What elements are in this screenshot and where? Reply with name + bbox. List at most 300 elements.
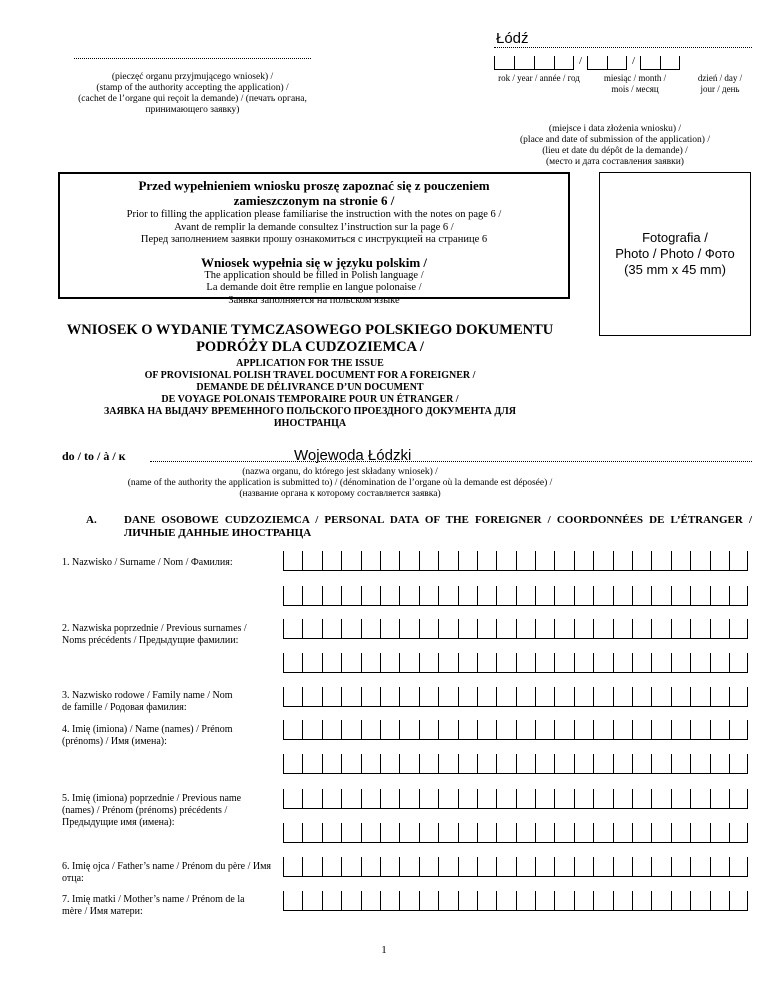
char-box[interactable] — [458, 586, 477, 606]
char-box[interactable] — [651, 754, 670, 774]
char-box[interactable] — [302, 823, 321, 843]
char-box[interactable] — [535, 754, 554, 774]
char-box[interactable] — [535, 687, 554, 707]
char-box[interactable] — [419, 857, 438, 877]
char-box[interactable] — [438, 720, 457, 740]
char-box[interactable] — [477, 586, 496, 606]
char-box[interactable] — [554, 891, 573, 911]
char-box[interactable] — [729, 857, 748, 877]
char-box[interactable] — [671, 586, 690, 606]
char-box[interactable] — [438, 653, 457, 673]
char-box[interactable] — [283, 551, 302, 571]
char-box[interactable] — [477, 720, 496, 740]
char-box[interactable] — [729, 891, 748, 911]
char-box[interactable] — [535, 891, 554, 911]
char-box[interactable] — [341, 586, 360, 606]
char-box[interactable] — [535, 551, 554, 571]
family-name-label: 3. Nazwisko rodowe / Family name / Nom de famille / Родовая фамилия: — [62, 690, 233, 713]
language-notice-ru: Заявка заполняется на польском языке — [228, 294, 400, 306]
char-box[interactable] — [322, 720, 341, 740]
char-box[interactable] — [574, 823, 593, 843]
char-box[interactable] — [613, 551, 632, 571]
char-box[interactable] — [458, 720, 477, 740]
char-box[interactable] — [574, 551, 593, 571]
char-box[interactable] — [477, 619, 496, 639]
char-box[interactable] — [671, 823, 690, 843]
char-box[interactable] — [710, 551, 729, 571]
char-box[interactable] — [361, 857, 380, 877]
char-box[interactable] — [632, 789, 651, 809]
char-box[interactable] — [496, 789, 515, 809]
char-box[interactable] — [341, 789, 360, 809]
char-box[interactable] — [496, 891, 515, 911]
char-box[interactable] — [458, 653, 477, 673]
char-box[interactable] — [554, 789, 573, 809]
char-box[interactable] — [438, 857, 457, 877]
char-box[interactable] — [458, 891, 477, 911]
char-box[interactable] — [496, 653, 515, 673]
char-box[interactable] — [651, 720, 670, 740]
char-box[interactable] — [399, 891, 418, 911]
char-box[interactable] — [399, 823, 418, 843]
char-box[interactable] — [380, 687, 399, 707]
char-box[interactable] — [729, 823, 748, 843]
char-box[interactable] — [671, 687, 690, 707]
char-box[interactable] — [535, 653, 554, 673]
char-box[interactable] — [516, 720, 535, 740]
date-grid[interactable] — [494, 54, 752, 70]
char-box[interactable] — [477, 823, 496, 843]
char-box[interactable] — [710, 619, 729, 639]
section-a-letter: A. — [86, 514, 97, 526]
char-box[interactable] — [399, 789, 418, 809]
char-box[interactable] — [554, 687, 573, 707]
previous-first-names-input-row-1[interactable] — [283, 789, 748, 809]
char-box[interactable] — [419, 653, 438, 673]
char-box[interactable] — [477, 653, 496, 673]
char-box[interactable] — [651, 586, 670, 606]
char-box[interactable] — [516, 586, 535, 606]
char-box[interactable] — [380, 619, 399, 639]
char-box[interactable] — [302, 754, 321, 774]
char-box[interactable] — [322, 857, 341, 877]
char-box[interactable] — [419, 551, 438, 571]
char-box[interactable] — [283, 823, 302, 843]
char-box[interactable] — [690, 586, 709, 606]
stamp-line — [74, 58, 311, 59]
char-box[interactable] — [632, 653, 651, 673]
char-box[interactable] — [593, 891, 612, 911]
surname-input-row-2[interactable] — [283, 586, 748, 606]
char-box[interactable] — [651, 551, 670, 571]
char-box[interactable] — [438, 891, 457, 911]
char-box[interactable] — [322, 823, 341, 843]
char-box[interactable] — [399, 687, 418, 707]
char-box[interactable] — [632, 891, 651, 911]
char-box[interactable] — [361, 619, 380, 639]
char-box[interactable] — [710, 891, 729, 911]
char-box[interactable] — [632, 720, 651, 740]
char-box[interactable] — [671, 720, 690, 740]
char-box[interactable] — [613, 754, 632, 774]
char-box[interactable] — [613, 619, 632, 639]
char-box[interactable] — [516, 857, 535, 877]
char-box[interactable] — [535, 789, 554, 809]
char-box[interactable] — [496, 551, 515, 571]
char-box[interactable] — [690, 754, 709, 774]
char-box[interactable] — [458, 754, 477, 774]
char-box[interactable] — [419, 754, 438, 774]
char-box[interactable] — [380, 823, 399, 843]
char-box[interactable] — [380, 891, 399, 911]
char-box[interactable] — [361, 720, 380, 740]
char-box[interactable] — [283, 857, 302, 877]
fathers-name-input[interactable] — [283, 857, 748, 877]
char-box[interactable] — [438, 586, 457, 606]
char-box[interactable] — [690, 857, 709, 877]
char-box[interactable] — [593, 789, 612, 809]
language-notice-title: Wniosek wypełnia się w języku polskim / — [200, 254, 428, 270]
char-box[interactable] — [574, 653, 593, 673]
char-box[interactable] — [613, 823, 632, 843]
char-box[interactable] — [710, 586, 729, 606]
char-box[interactable] — [593, 823, 612, 843]
char-box[interactable] — [302, 789, 321, 809]
char-box[interactable] — [729, 551, 748, 571]
char-box[interactable] — [593, 619, 612, 639]
photo-placeholder[interactable] — [599, 172, 751, 336]
char-box[interactable] — [671, 754, 690, 774]
notice-en: Prior to filling the application please familiarise the instruction with the notes on page 6 / — [126, 209, 502, 220]
char-box[interactable] — [554, 586, 573, 606]
char-box[interactable] — [399, 619, 418, 639]
char-box[interactable] — [380, 653, 399, 673]
char-box[interactable] — [671, 619, 690, 639]
char-box[interactable] — [322, 619, 341, 639]
char-box[interactable] — [322, 789, 341, 809]
char-box[interactable] — [729, 586, 748, 606]
char-box[interactable] — [613, 720, 632, 740]
char-box[interactable] — [361, 823, 380, 843]
char-box[interactable] — [651, 687, 670, 707]
char-box[interactable] — [516, 789, 535, 809]
char-box[interactable] — [380, 720, 399, 740]
previous-first-names-label: 5. Imię (imiona) poprzednie / Previous name (names) / Prénom (prénoms) précédents / Предыдущие имя (имена): — [62, 793, 242, 828]
char-box[interactable] — [322, 891, 341, 911]
char-box[interactable] — [651, 891, 670, 911]
char-box[interactable] — [438, 551, 457, 571]
char-box[interactable] — [283, 891, 302, 911]
char-box[interactable] — [399, 653, 418, 673]
char-box[interactable] — [302, 687, 321, 707]
char-box[interactable] — [574, 619, 593, 639]
char-box[interactable] — [593, 586, 612, 606]
char-box[interactable] — [322, 586, 341, 606]
char-box[interactable] — [302, 551, 321, 571]
char-box[interactable] — [671, 789, 690, 809]
char-box[interactable] — [613, 653, 632, 673]
char-box[interactable] — [516, 619, 535, 639]
page-number: 1 — [381, 944, 387, 956]
char-box[interactable] — [710, 653, 729, 673]
char-box[interactable] — [535, 619, 554, 639]
char-box[interactable] — [361, 891, 380, 911]
char-box[interactable] — [632, 857, 651, 877]
char-box[interactable] — [361, 754, 380, 774]
surname-input-row-1[interactable] — [283, 551, 748, 571]
char-box[interactable] — [419, 823, 438, 843]
char-box[interactable] — [302, 653, 321, 673]
char-box[interactable] — [574, 857, 593, 877]
char-box[interactable] — [419, 720, 438, 740]
char-box[interactable] — [593, 653, 612, 673]
char-box[interactable] — [690, 823, 709, 843]
char-box[interactable] — [690, 619, 709, 639]
char-box[interactable] — [322, 754, 341, 774]
char-box[interactable] — [399, 857, 418, 877]
char-box[interactable] — [593, 687, 612, 707]
char-box[interactable] — [729, 754, 748, 774]
char-box[interactable] — [516, 823, 535, 843]
char-box[interactable] — [554, 823, 573, 843]
char-box[interactable] — [283, 687, 302, 707]
char-box[interactable] — [438, 823, 457, 843]
char-box[interactable] — [613, 789, 632, 809]
char-box[interactable] — [690, 789, 709, 809]
char-box[interactable] — [419, 586, 438, 606]
char-box[interactable] — [496, 754, 515, 774]
char-box[interactable] — [302, 619, 321, 639]
char-box[interactable] — [690, 551, 709, 571]
section-a-title: DANE OSOBOWE CUDZOZIEMCA / PERSONAL DATA OF THE FOREIGNER / COORDONNÉES DE L’ÉTRANGER / ЛИЧНЫЕ ДАННЫЕ ИНОСТРАНЦА — [124, 514, 752, 539]
photo-size: (35 mm x 45 mm) — [624, 262, 726, 277]
char-box[interactable] — [593, 754, 612, 774]
char-box[interactable] — [554, 857, 573, 877]
char-box[interactable] — [574, 687, 593, 707]
char-box[interactable] — [729, 789, 748, 809]
notice-ru: Перед заполнением заявки прошу ознакомиться с инструкцией на странице 6 — [140, 234, 488, 245]
char-box[interactable] — [632, 619, 651, 639]
char-box[interactable] — [361, 586, 380, 606]
char-box[interactable] — [516, 551, 535, 571]
char-box[interactable] — [458, 551, 477, 571]
section-a-heading — [62, 514, 752, 540]
char-box[interactable] — [322, 687, 341, 707]
addressee-input[interactable]: Wojewoda Łódzki — [294, 447, 412, 464]
char-box[interactable] — [477, 551, 496, 571]
char-box[interactable] — [283, 653, 302, 673]
char-box[interactable] — [438, 619, 457, 639]
form-title: WNIOSEK O WYDANIE TYMCZASOWEGO POLSKIEGO DOKUMENTU PODRÓŻY DLA CUDZOZIEMCA / — [66, 322, 554, 355]
char-box[interactable] — [322, 653, 341, 673]
char-box[interactable] — [710, 823, 729, 843]
char-box[interactable] — [535, 586, 554, 606]
char-box[interactable] — [361, 687, 380, 707]
char-box[interactable] — [535, 823, 554, 843]
char-box[interactable] — [554, 754, 573, 774]
char-box[interactable] — [729, 720, 748, 740]
char-box[interactable] — [496, 857, 515, 877]
char-box[interactable] — [613, 687, 632, 707]
char-box[interactable] — [361, 653, 380, 673]
char-box[interactable] — [458, 687, 477, 707]
char-box[interactable] — [574, 720, 593, 740]
char-box[interactable] — [632, 586, 651, 606]
char-box[interactable] — [554, 720, 573, 740]
char-box[interactable] — [361, 551, 380, 571]
char-box[interactable] — [380, 754, 399, 774]
char-box[interactable] — [496, 823, 515, 843]
char-box[interactable] — [496, 720, 515, 740]
char-box[interactable] — [574, 586, 593, 606]
char-box[interactable] — [516, 687, 535, 707]
char-box[interactable] — [496, 687, 515, 707]
char-box[interactable] — [710, 857, 729, 877]
char-box[interactable] — [438, 754, 457, 774]
char-box[interactable] — [729, 653, 748, 673]
previous-surnames-input-row-1[interactable] — [283, 619, 748, 639]
char-box[interactable] — [438, 789, 457, 809]
char-box[interactable] — [361, 789, 380, 809]
stamp-caption: (pieczęć organu przyjmującego wniosek) / (stamp of the authority accepting the application) / (cachet de l’organe qui reçoit la demande) / (печать органа, принимающего заявку) — [78, 72, 307, 115]
char-box[interactable] — [651, 823, 670, 843]
char-box[interactable] — [477, 687, 496, 707]
char-box[interactable] — [690, 720, 709, 740]
char-box[interactable] — [671, 857, 690, 877]
char-box[interactable] — [438, 687, 457, 707]
char-box[interactable] — [554, 619, 573, 639]
char-box[interactable] — [574, 891, 593, 911]
char-box[interactable] — [283, 720, 302, 740]
char-box[interactable] — [477, 754, 496, 774]
char-box[interactable] — [651, 619, 670, 639]
char-box[interactable] — [380, 857, 399, 877]
char-box[interactable] — [419, 891, 438, 911]
char-box[interactable] — [496, 619, 515, 639]
char-box[interactable] — [322, 551, 341, 571]
char-box[interactable] — [690, 891, 709, 911]
language-notice-en: The application should be filled in Polish language / — [204, 269, 424, 281]
char-box[interactable] — [380, 789, 399, 809]
char-box[interactable] — [632, 823, 651, 843]
place-field[interactable] — [494, 30, 752, 48]
char-box[interactable] — [341, 720, 360, 740]
previous-first-names-input-row-2[interactable] — [283, 823, 748, 843]
char-box[interactable] — [458, 789, 477, 809]
char-box[interactable] — [458, 619, 477, 639]
char-box[interactable] — [477, 789, 496, 809]
char-box[interactable] — [458, 857, 477, 877]
char-box[interactable] — [710, 720, 729, 740]
char-box[interactable] — [419, 789, 438, 809]
char-box[interactable] — [593, 857, 612, 877]
char-box[interactable] — [613, 891, 632, 911]
notice-fr: Avant de remplir la demande consultez l’instruction sur la page 6 / — [174, 221, 454, 233]
char-box[interactable] — [632, 687, 651, 707]
char-box[interactable] — [613, 586, 632, 606]
char-box[interactable] — [341, 551, 360, 571]
char-box[interactable] — [729, 619, 748, 639]
char-box[interactable] — [341, 857, 360, 877]
char-box[interactable] — [710, 754, 729, 774]
char-box[interactable] — [710, 687, 729, 707]
char-box[interactable] — [399, 720, 418, 740]
char-box[interactable] — [516, 653, 535, 673]
first-names-input-row-2[interactable] — [283, 754, 748, 774]
char-box[interactable] — [535, 720, 554, 740]
date-month-label: miesiąc / month / mois / месяц — [603, 73, 667, 94]
char-box[interactable] — [632, 754, 651, 774]
date-day-label: dzień / day / jour / день — [697, 73, 743, 94]
char-box[interactable] — [302, 891, 321, 911]
char-box[interactable] — [593, 551, 612, 571]
char-box[interactable] — [690, 653, 709, 673]
char-box[interactable] — [710, 789, 729, 809]
char-box[interactable] — [399, 586, 418, 606]
char-box[interactable] — [458, 823, 477, 843]
char-box[interactable] — [477, 857, 496, 877]
char-box[interactable] — [302, 857, 321, 877]
char-box[interactable] — [302, 720, 321, 740]
first-names-input-row-1[interactable] — [283, 720, 748, 740]
char-box[interactable] — [671, 551, 690, 571]
char-box[interactable] — [283, 754, 302, 774]
char-box[interactable] — [632, 551, 651, 571]
char-box[interactable] — [399, 551, 418, 571]
char-box[interactable] — [341, 754, 360, 774]
char-box[interactable] — [477, 891, 496, 911]
char-box[interactable] — [671, 653, 690, 673]
char-box[interactable] — [554, 551, 573, 571]
date-separator: / — [578, 55, 583, 67]
char-box[interactable] — [671, 891, 690, 911]
char-box[interactable] — [651, 653, 670, 673]
char-box[interactable] — [341, 823, 360, 843]
char-box[interactable] — [516, 891, 535, 911]
char-box[interactable] — [283, 586, 302, 606]
char-box[interactable] — [554, 653, 573, 673]
char-box[interactable] — [651, 789, 670, 809]
char-box[interactable] — [302, 586, 321, 606]
char-box[interactable] — [283, 619, 302, 639]
char-box[interactable] — [380, 551, 399, 571]
city-value: Łódź — [496, 30, 529, 47]
char-box[interactable] — [419, 619, 438, 639]
date-year-label: rok / year / année / год — [498, 73, 580, 83]
char-box[interactable] — [341, 653, 360, 673]
char-box[interactable] — [535, 857, 554, 877]
char-box[interactable] — [341, 891, 360, 911]
char-box[interactable] — [419, 687, 438, 707]
char-box[interactable] — [574, 754, 593, 774]
mothers-name-input[interactable] — [283, 891, 748, 911]
char-box[interactable] — [380, 586, 399, 606]
char-box[interactable] — [516, 754, 535, 774]
char-box[interactable] — [613, 857, 632, 877]
family-name-input[interactable] — [283, 687, 748, 707]
previous-surnames-input-row-2[interactable] — [283, 653, 748, 673]
char-box[interactable] — [399, 754, 418, 774]
char-box[interactable] — [341, 687, 360, 707]
char-box[interactable] — [496, 586, 515, 606]
char-box[interactable] — [574, 789, 593, 809]
char-box[interactable] — [593, 720, 612, 740]
char-box[interactable] — [690, 687, 709, 707]
char-box[interactable] — [283, 789, 302, 809]
char-box[interactable] — [341, 619, 360, 639]
char-box[interactable] — [729, 687, 748, 707]
char-box[interactable] — [651, 857, 670, 877]
